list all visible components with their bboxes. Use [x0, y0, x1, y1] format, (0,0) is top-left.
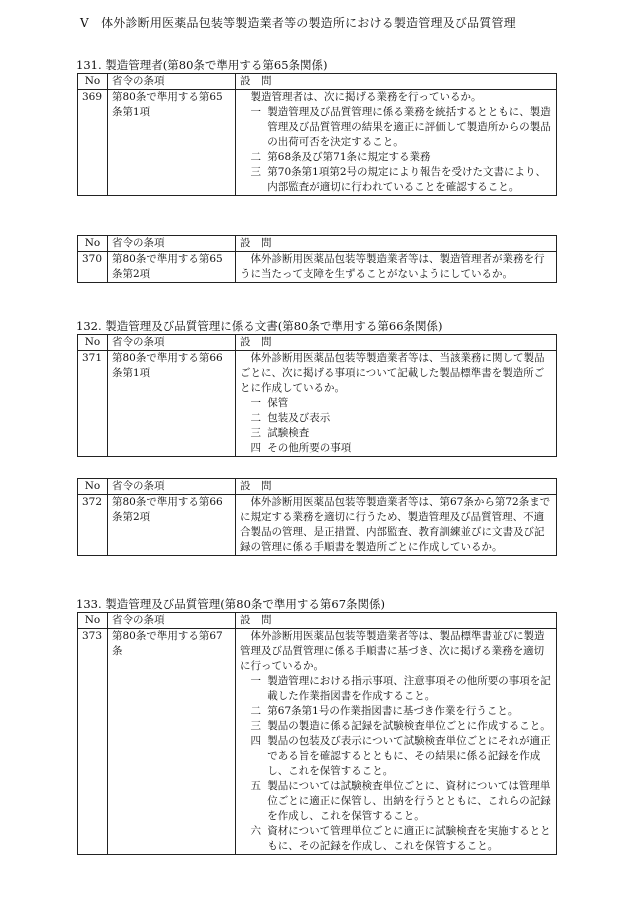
- subitem-text: 保管: [267, 397, 289, 409]
- subitem-text: 製造管理及び品質管理に係る業務を統括するとともに、製造管理及び品質管理の結果を適正に評価して製造所からの製品の出荷可否を決定すること。: [267, 106, 551, 148]
- question-subitem: [240, 824, 552, 854]
- item-number: 371: [78, 351, 108, 457]
- question-cell: [236, 629, 557, 855]
- subitem-number: 一: [250, 397, 261, 409]
- subitem-text: 製品の製造に係る記録を試験検査単位ごとに作成すること。: [267, 720, 551, 732]
- subitem-number: 一: [250, 106, 261, 118]
- table-row: [78, 351, 557, 457]
- question-subitem: [240, 396, 552, 411]
- header-article: 省令の条項: [108, 613, 236, 629]
- subitem-text: 製品の包装及び表示について試験検査単位ごとにそれが適正である旨を確認するとともに、その結果に係る記録を作成し、これを保管すること。: [267, 735, 551, 777]
- question-subitem: [240, 150, 552, 165]
- header-question: 設 問: [236, 236, 557, 252]
- subitem-number: 一: [250, 675, 261, 687]
- header-no: No: [78, 335, 108, 351]
- article-reference: 第80条で準用する第66条第2項: [108, 495, 236, 556]
- question-subitem: [240, 719, 552, 734]
- subitem-text: 製造管理における指示事項、注意事項その他所要の事項を記載した作業指図書を作成すること。: [267, 675, 551, 702]
- article-reference: 第80条で準用する第66条第1項: [108, 351, 236, 457]
- header-no: No: [78, 613, 108, 629]
- header-no: No: [78, 479, 108, 495]
- article-reference: 第80条で準用する第65条第2項: [108, 252, 236, 283]
- question-lead: 体外診断用医薬品包装等製造業者等は、第67条から第72条までに規定する業務を適切に行うため、製造管理及び品質管理、不適合製品の管理、是正措置、内部監査、教育訓練並びに文書及び記録の管理に係る手順書を製造所ごとに作成しているか。: [240, 496, 551, 553]
- question-subitem: [240, 105, 552, 150]
- header-article: 省令の条項: [108, 74, 236, 90]
- table-row: [78, 90, 557, 196]
- question-lead: 体外診断用医薬品包装等製造業者等は、製品標準書並びに製造管理及び品質管理に係る手順書に基づき、次に掲げる業務を適切に行っているか。: [240, 630, 545, 672]
- question-lead: 体外診断用医薬品包装等製造業者等は、当該業務に関して製品ごとに、次に掲げる事項について記載した製品標準書を製造所ごとに作成しているか。: [240, 352, 545, 394]
- subitem-number: 五: [250, 780, 261, 792]
- question-subitem: [240, 426, 552, 441]
- table-row: [78, 252, 557, 283]
- section-title-131: 131. 製造管理者(第80条で準用する第65条関係): [76, 58, 328, 72]
- subitem-number: 三: [250, 427, 261, 439]
- subitem-number: 三: [250, 720, 261, 732]
- question-subitem: [240, 411, 552, 426]
- section-title-133: 133. 製造管理及び品質管理(第80条で準用する第67条関係): [76, 597, 385, 611]
- section-title-132: 132. 製造管理及び品質管理に係る文書(第80条で準用する第66条関係): [76, 319, 443, 333]
- table-row: [78, 495, 557, 556]
- question-subitem: [240, 674, 552, 704]
- header-article: 省令の条項: [108, 335, 236, 351]
- subitem-text: 第67条第1号の作業指図書に基づき作業を行うこと。: [267, 705, 519, 717]
- question-cell: [236, 495, 557, 556]
- header-question: 設 問: [236, 613, 557, 629]
- subitem-number: 四: [250, 735, 261, 747]
- header-question: 設 問: [236, 479, 557, 495]
- item-table-372: [77, 478, 557, 556]
- item-number: 369: [78, 90, 108, 196]
- item-number: 373: [78, 629, 108, 855]
- subitem-number: 二: [250, 412, 261, 424]
- question-subitem: [240, 441, 552, 456]
- question-lead: 体外診断用医薬品包装等製造業者等は、製造管理者が業務を行うに当たって支障を生ずることがないようにしているか。: [240, 253, 545, 280]
- question-subitem: [240, 734, 552, 779]
- chapter-title: Ⅴ 体外診断用医薬品包装等製造業者等の製造所における製造管理及び品質管理: [80, 16, 516, 30]
- item-table-371: [77, 334, 557, 457]
- question-cell: [236, 252, 557, 283]
- item-number: 370: [78, 252, 108, 283]
- question-subitem: [240, 704, 552, 719]
- table-header-row: [78, 74, 557, 90]
- subitem-text: 第70条第1項第2号の規定により報告を受けた文書により、内部監査が適切に行われていることを確認すること。: [267, 166, 547, 193]
- subitem-text: 試験検査: [267, 427, 310, 439]
- item-number: 372: [78, 495, 108, 556]
- question-lead: 製造管理者は、次に掲げる業務を行っているか。: [250, 91, 482, 103]
- question-cell: [236, 90, 557, 196]
- question-cell: [236, 351, 557, 457]
- subitem-text: 第68条及び第71条に規定する業務: [267, 151, 431, 163]
- article-reference: 第80条で準用する第67条: [108, 629, 236, 855]
- subitem-number: 三: [250, 166, 261, 178]
- header-article: 省令の条項: [108, 479, 236, 495]
- header-no: No: [78, 74, 108, 90]
- subitem-number: 二: [250, 705, 261, 717]
- question-subitem: [240, 165, 552, 195]
- header-question: 設 問: [236, 335, 557, 351]
- subitem-text: 資材について管理単位ごとに適正に試験検査を実施するとともに、その記録を作成し、これを保管すること。: [267, 825, 551, 852]
- table-header-row: [78, 335, 557, 351]
- subitem-text: 製品については試験検査単位ごとに、資材については管理単位ごとに適正に保管し、出納を行うとともに、これらの記録を作成し、これを保管すること。: [267, 780, 551, 822]
- subitem-text: 包装及び表示: [267, 412, 331, 424]
- question-subitem: [240, 779, 552, 824]
- subitem-number: 四: [250, 442, 261, 454]
- item-table-370: [77, 235, 557, 283]
- table-header-row: [78, 479, 557, 495]
- header-question: 設 問: [236, 74, 557, 90]
- article-reference: 第80条で準用する第65条第1項: [108, 90, 236, 196]
- item-table-369: [77, 73, 557, 196]
- subitem-number: 六: [250, 825, 261, 837]
- item-table-373: [77, 612, 557, 855]
- subitem-text: その他所要の事項: [267, 442, 352, 454]
- header-article: 省令の条項: [108, 236, 236, 252]
- subitem-number: 二: [250, 151, 261, 163]
- table-header-row: [78, 613, 557, 629]
- table-header-row: [78, 236, 557, 252]
- table-row: [78, 629, 557, 855]
- header-no: No: [78, 236, 108, 252]
